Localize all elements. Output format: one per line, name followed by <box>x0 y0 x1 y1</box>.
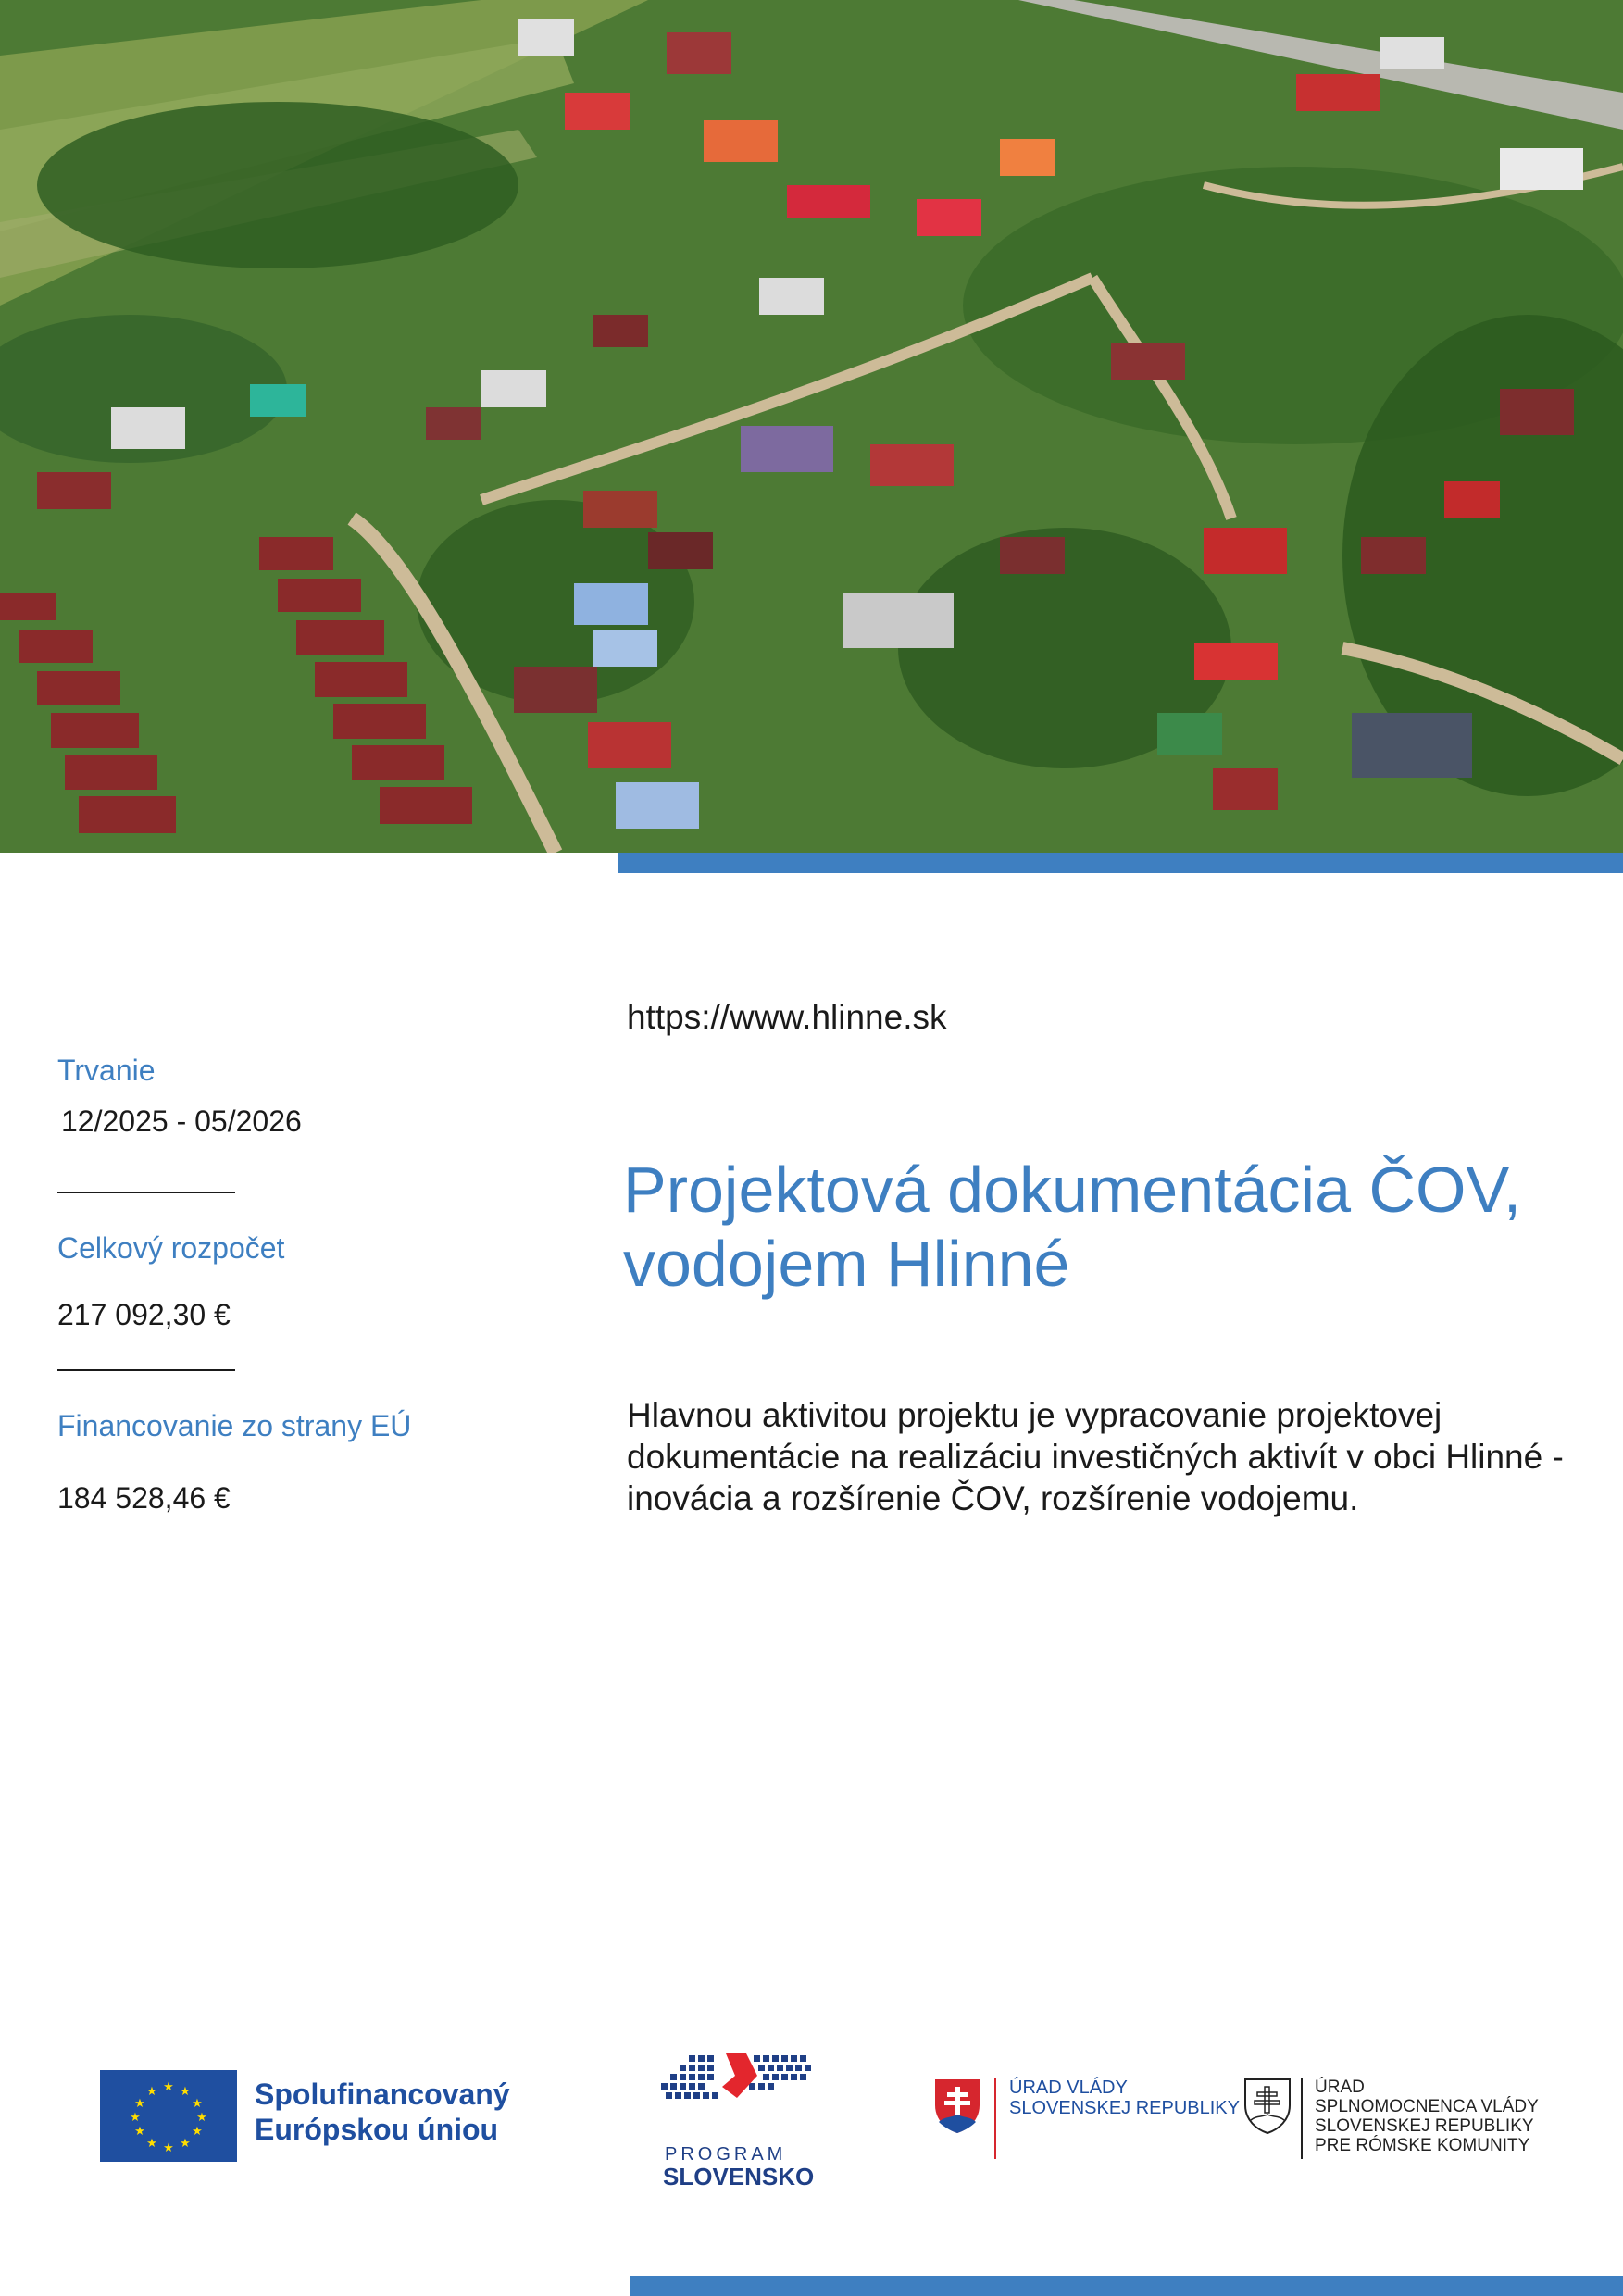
eu-funding-label: Financovanie zo strany EÚ <box>57 1409 412 1442</box>
sidebar-divider <box>57 1369 235 1371</box>
svg-text:★: ★ <box>130 2111 141 2125</box>
spl-line3: SLOVENSKEJ REPUBLIKY <box>1315 2116 1534 2136</box>
eu-text-line1: Spolufinancovaný <box>255 2078 510 2111</box>
svg-text:★: ★ <box>196 2111 207 2125</box>
splnomocnenec-divider <box>1301 2078 1303 2159</box>
coat-of-arms-outline-icon <box>1243 2078 1292 2140</box>
sidebar-divider <box>57 1192 235 1193</box>
program-label: PROGRAM <box>665 2144 787 2165</box>
svg-text:★: ★ <box>180 2137 191 2151</box>
aerial-village-illustration <box>0 0 1623 853</box>
svg-text:★: ★ <box>192 2125 203 2139</box>
budget-value: 217 092,30 € <box>57 1298 231 1331</box>
splnomocnenec-text <box>1315 2078 1539 2155</box>
eu-cofinanced-text <box>255 2077 510 2147</box>
project-title-line2: vodojem Hlinné <box>623 1228 1070 1300</box>
spl-line4: PRE RÓMSKE KOMUNITY <box>1315 2136 1530 2155</box>
project-title <box>623 1153 1604 1301</box>
budget-label: Celkový rozpočet <box>57 1231 285 1265</box>
urad-line1: ÚRAD VLÁDY <box>1009 2078 1128 2098</box>
svg-text:★: ★ <box>146 2137 157 2151</box>
svg-text:★: ★ <box>134 2097 145 2111</box>
hero-aerial-photo <box>0 0 1623 853</box>
urad-vlady-text <box>1009 2078 1240 2118</box>
svg-text:★: ★ <box>134 2125 145 2139</box>
website-url[interactable]: https://www.hlinne.sk <box>627 998 947 1036</box>
hero-accent-bar <box>618 853 1623 873</box>
eu-text-line2: Európskou úniou <box>255 2113 499 2146</box>
program-slovensko-logo <box>661 2050 828 2147</box>
svg-text:★: ★ <box>146 2085 157 2099</box>
svg-text:★: ★ <box>163 2080 174 2094</box>
duration-label: Trvanie <box>57 1054 156 1087</box>
spl-line2: SPLNOMOCNENCA VLÁDY <box>1315 2097 1539 2116</box>
eu-flag-icon <box>100 2070 237 2162</box>
footer-accent-bar <box>630 2276 1623 2296</box>
spl-line1: ÚRAD <box>1315 2078 1365 2097</box>
duration-value: 12/2025 - 05/2026 <box>61 1104 302 1138</box>
urad-divider <box>994 2078 996 2159</box>
svg-text:★: ★ <box>163 2141 174 2155</box>
slovensko-label: SLOVENSKO <box>663 2163 815 2190</box>
eu-funding-value: 184 528,46 € <box>57 1481 231 1515</box>
svg-text:★: ★ <box>180 2085 191 2099</box>
svg-text:★: ★ <box>192 2097 203 2111</box>
project-title-line1: Projektová dokumentácia ČOV, <box>623 1154 1522 1226</box>
project-description: Hlavnou aktivitou projektu je vypracovanie projektovej dokumentácie na realizáciu investičných aktivít v obci Hlinné - inovácia a rozšírenie ČOV, rozšírenie vodojemu. <box>627 1396 1564 1517</box>
urad-line2: SLOVENSKEJ REPUBLIKY <box>1009 2098 1240 2118</box>
slovak-coat-of-arms-icon <box>933 2078 981 2140</box>
